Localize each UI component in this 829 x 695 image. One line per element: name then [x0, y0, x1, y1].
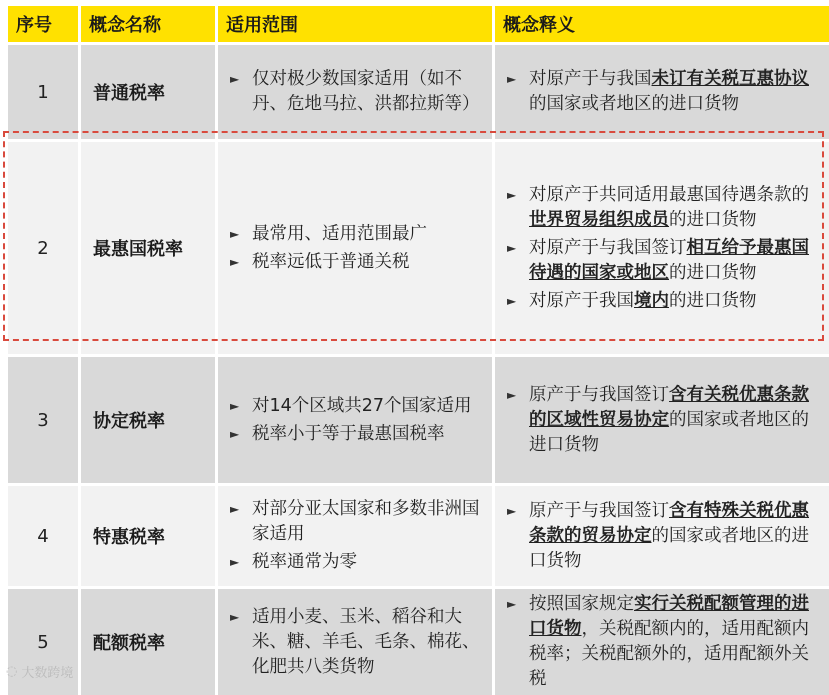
tax-rate-name: 协定税率 — [81, 357, 215, 483]
bullet-icon: ► — [230, 555, 240, 569]
scope-text — [252, 422, 482, 447]
plain-text: 的国家或者地区的进口货物 — [529, 94, 739, 114]
plain-text: 税率通常为零 — [252, 552, 357, 572]
bullet-icon: ► — [230, 426, 240, 441]
emphasis-text: 相互给予最惠国待遇的国家或地区 — [529, 237, 809, 283]
tax-rate-name: 特惠税率 — [81, 486, 215, 586]
plain-text: 适用小麦、玉米、稻谷和大米、糖、羊毛、毛条、棉花、化肥共八类货物 — [252, 606, 480, 677]
definition-item — [507, 592, 823, 692]
definition-text — [529, 592, 823, 692]
emphasis-text: 含有特殊关税优惠条款的贸易协定 — [529, 500, 809, 546]
header-definition: 概念释义 — [495, 6, 829, 42]
plain-text: 对原产于与我国签订 — [529, 237, 687, 258]
plain-text: 原产于与我国签订 — [529, 500, 669, 521]
scope-cell — [218, 45, 492, 139]
definition-text — [529, 67, 823, 117]
scope-item — [230, 222, 482, 247]
plain-text: 税率远低于普通关税 — [252, 251, 410, 272]
bullet-icon: ► — [507, 187, 517, 202]
header-name: 概念名称 — [81, 6, 215, 42]
tax-rate-name: 普通税率 — [81, 45, 215, 139]
bullet-icon: ► — [230, 609, 240, 624]
scope-cell — [218, 486, 492, 586]
definition-text — [529, 289, 823, 314]
tax-rate-name: 配额税率 — [81, 589, 215, 695]
definition-item — [507, 67, 823, 117]
row-number: 5 — [8, 589, 78, 695]
scope-item — [230, 67, 482, 117]
plain-text: 对部分亚太国家和多数非洲国家适用 — [252, 499, 480, 544]
emphasis-text: 实行关税配额管理的进口货物 — [529, 594, 809, 639]
plain-text: 的进口货物 — [669, 209, 757, 230]
definition-cell — [495, 589, 829, 695]
watermark-text: 大数跨境 — [21, 666, 74, 681]
scope-text — [252, 250, 482, 275]
definition-cell — [495, 45, 829, 139]
bullet-icon: ► — [507, 72, 517, 86]
definition-text — [529, 499, 823, 574]
scope-cell — [218, 142, 492, 354]
scope-text — [252, 222, 482, 247]
bullet-icon: ► — [507, 293, 517, 308]
plain-text: 最常用、适用范围最广 — [252, 223, 427, 244]
bullet-icon: ► — [507, 503, 517, 518]
bullet-icon: ► — [230, 502, 240, 516]
definition-item — [507, 183, 823, 233]
scope-text — [252, 605, 482, 680]
scope-text — [252, 497, 482, 547]
definition-cell — [495, 357, 829, 483]
header-scope: 适用范围 — [218, 6, 492, 42]
scope-cell — [218, 357, 492, 483]
scope-item — [230, 250, 482, 275]
scope-text — [252, 67, 482, 117]
plain-text: 的国家或者地区的进口货物 — [529, 409, 809, 455]
definition-text — [529, 383, 823, 458]
definition-item — [507, 236, 823, 286]
row-number: 2 — [8, 142, 78, 354]
scope-item — [230, 605, 482, 680]
emphasis-text: 世界贸易组织成员 — [529, 209, 669, 230]
row-number: 4 — [8, 486, 78, 586]
scope-item — [230, 422, 482, 447]
plain-text: 按照国家规定 — [529, 594, 634, 614]
scope-cell — [218, 589, 492, 695]
definition-item — [507, 289, 823, 314]
definition-cell — [495, 486, 829, 586]
emphasis-text: 境内 — [634, 290, 669, 311]
definition-item — [507, 499, 823, 574]
bullet-icon: ► — [230, 254, 240, 269]
tax-rate-name: 最惠国税率 — [81, 142, 215, 354]
plain-text: 对原产于与我国 — [529, 69, 652, 89]
bullet-icon: ► — [230, 226, 240, 241]
scope-text — [252, 394, 482, 419]
row-number: 1 — [8, 45, 78, 139]
scope-item — [230, 497, 482, 547]
plain-text: 的国家或者地区的进口货物 — [529, 525, 809, 571]
emphasis-text: 含有关税优惠条款的区域性贸易协定 — [529, 384, 809, 430]
logo-icon: ◌ — [6, 664, 18, 679]
bullet-icon: ► — [507, 387, 517, 402]
scope-item — [230, 394, 482, 419]
definition-text — [529, 236, 823, 286]
plain-text: 对14个区域共27个国家适用 — [252, 395, 472, 416]
plain-text: ，关税配额内的，适用配额内税率；关税配额外的，适用配额外关税 — [529, 619, 809, 689]
plain-text: 的进口货物 — [669, 290, 757, 311]
tax-rate-table — [8, 6, 824, 695]
definition-item — [507, 383, 823, 458]
plain-text: 对原产于我国 — [529, 290, 634, 311]
bullet-icon: ► — [507, 597, 517, 611]
header-no: 序号 — [8, 6, 78, 42]
bullet-icon: ► — [230, 72, 240, 86]
plain-text: 对原产于共同适用最惠国待遇条款的 — [529, 184, 809, 205]
scope-text — [252, 550, 482, 575]
definition-text — [529, 183, 823, 233]
watermark — [6, 662, 73, 681]
definition-cell — [495, 142, 829, 354]
bullet-icon: ► — [507, 240, 517, 255]
scope-item — [230, 550, 482, 575]
bullet-icon: ► — [230, 398, 240, 413]
plain-text: 税率小于等于最惠国税率 — [252, 423, 445, 444]
emphasis-text: 未订有关税互惠协议 — [651, 69, 809, 89]
plain-text: 的进口货物 — [669, 262, 757, 283]
plain-text: 仅对极少数国家适用（如不丹、危地马拉、洪都拉斯等） — [252, 69, 480, 114]
plain-text: 原产于与我国签订 — [529, 384, 669, 405]
row-number: 3 — [8, 357, 78, 483]
